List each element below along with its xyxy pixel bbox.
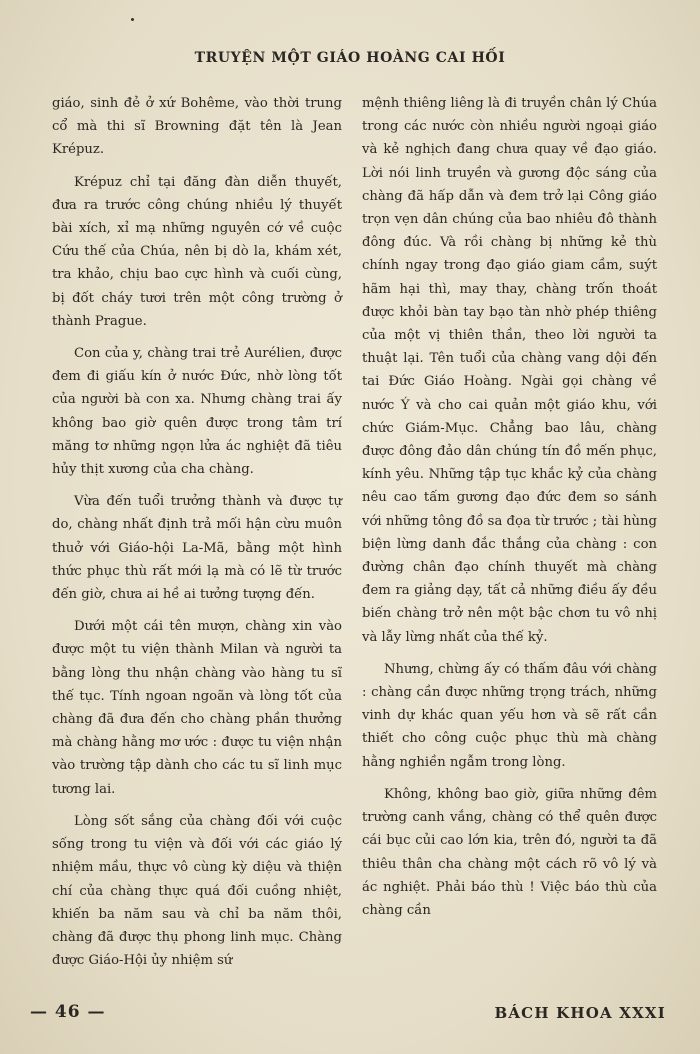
paragraph: Krépuz chỉ tại đăng đàn diễn thuyết, đưa ra trước công chúng nhiều lý thuyết bài xích, xỉ mạ những nguyên cớ về cuộc Cứu thế của Chúa, nên bị dò la, khám xét, tra khảo, chịu bao cực hình và cuối cùng, bị đốt cháy tươi trên một công trường ở thành Prague. xyxy=(52,174,342,329)
paragraph: mệnh thiêng liêng là đi truyền chân lý Chúa trong các nước còn nhiều người ngoại giáo và kẻ nghịch đang chưa quay về đạo giáo. Lời nói linh truyền và gương độc sáng của chàng đã hấp dẫn và đem trở lại Công giáo trọn vẹn dân chúng của bao nhiêu đô thành đông đúc. Và rồi chàng bị những kẻ thù chính ngay trong đạo giáo giam cầm, suýt hãm hại thì, may thay, chàng trốn thoát được khỏi bàn tay bạo tàn nhờ phép thiêng của một vị thiên thần, theo lời người ta thuật lại. Tên tuổi của chàng vang dội đến tai Đức Giáo Hoàng. Ngài gọi chàng về nước Ý và cho cai quản một giáo khu, với chức Giám-Mục. Chẳng bao lâu, chàng được đông đảo dân chúng tín đồ mến phục, kính yêu. Những tập tục khắc kỷ của chàng nêu cao tấm gương đạo đức đem so sánh với những tông đồ sa đọa từ trước ; tài hùng biện lừng danh đắc thắng của chàng : con đường chân đạo chính thuyết mà chàng đem ra giảng dạy, tất cả những điều ấy đều biến chàng trở nên một bậc chơn tu vô nhị và lẫy lừng nhất của thế kỷ. xyxy=(362,96,657,645)
paragraph: Lòng sốt sắng của chàng đối với cuộc sống trong tu viện và đối với các giáo lý nhiệm mầu, thực vô cùng kỳ diệu và thiện chí của chàng thực quá đối cuồng nhiệt, khiến ba năm sau và chỉ ba năm thôi, chàng đã được thụ phong linh mục. Chàng được Giáo-Hội ủy nhiệm sứ xyxy=(52,813,342,969)
paragraph: Vừa đến tuổi trưởng thành và được tự do, chàng nhất định trả mối hận cừu muôn thuở với Giáo-hội La-Mã, bằng một hình thức phục thù rất mới lạ mà có lẽ từ trước đến giờ, chưa ai hề ai tưởng tượng đến. xyxy=(52,494,342,603)
paragraph: Nhưng, chừng ấy có thấm đâu với chàng : chàng cần được những trọng trách, những vinh dự khác quan yếu hơn và sẽ rất cần thiết cho công cuộc phục thù mà chàng hằng nghiền ngẫm trong lòng. xyxy=(362,661,657,770)
paragraph: Dưới một cái tên mượn, chàng xin vào được một tu viện thành Milan và người ta bằng lòng thu nhận chàng vào hàng tu sĩ thế tục. Tính ngoan ngoãn và lòng tốt của chàng đã đưa đến cho chàng phần thưởng mà chàng hằng mơ ước : được tu viện nhận vào trường tập dành cho các tu sĩ linh mục tương lai. xyxy=(52,619,342,797)
ink-speck xyxy=(131,18,134,21)
paragraph: giáo, sinh đẻ ở xứ Bohême, vào thời trung cổ mà thi sĩ Browning đặt tên là Jean Krépuz. xyxy=(52,96,342,158)
running-header: TRUYỆN MỘT GIÁO HOÀNG CAI HỐI xyxy=(194,50,506,66)
left-column xyxy=(52,92,342,981)
right-column xyxy=(362,92,657,931)
publication-name: BÁCH KHOA XXXI xyxy=(494,1004,666,1022)
page-number: — 46 — xyxy=(30,1002,106,1022)
paragraph: Không, không bao giờ, giữa những đêm trường canh vắng, chàng có thể quên được cái bục củi cao lớn kia, trên đó, người ta đã thiêu thân cha chàng một cách rõ vô lý và ác nghiệt. Phải báo thù ! Việc báo thù của chàng cần xyxy=(362,786,657,918)
paragraph: Con của y, chàng trai trẻ Aurélien, được đem đi giấu kín ở nước Đức, nhờ lòng tốt của người bà con xa. Nhưng chàng trai ấy không bao giờ quên được trong tâm trí măng tơ những ngọn lửa ác nghiệt đã tiêu hủy thịt xương của cha chàng. xyxy=(52,346,342,478)
